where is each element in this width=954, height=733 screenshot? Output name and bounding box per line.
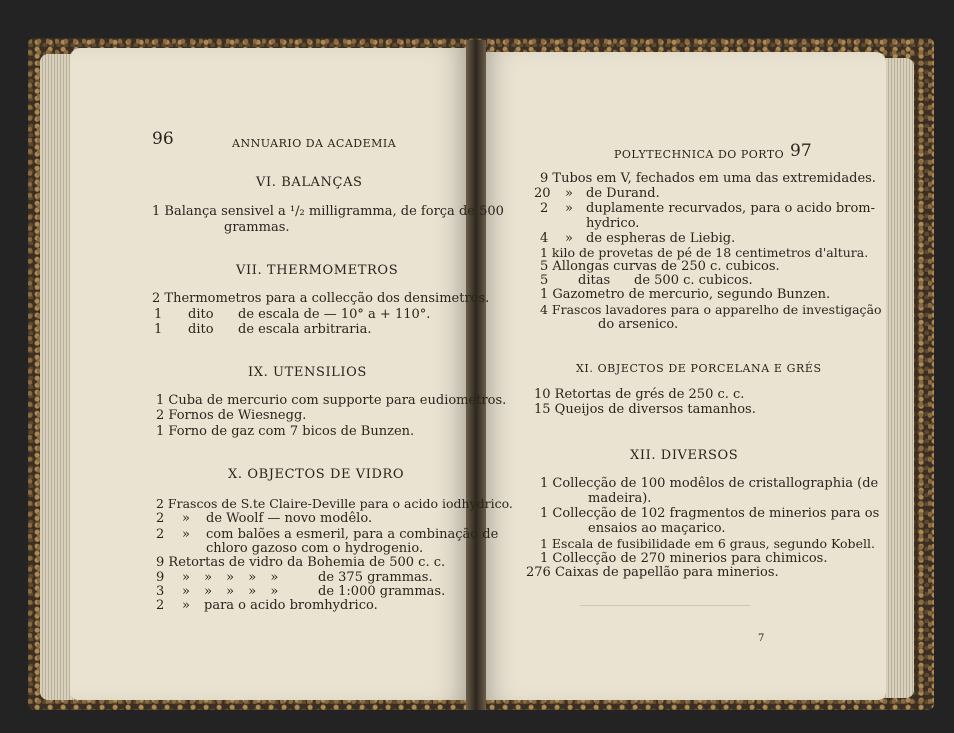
text-line: ensaios ao maçarico.	[588, 521, 726, 536]
text-line: de 500 c. cubicos.	[634, 273, 753, 288]
page-number: 96	[152, 129, 174, 149]
ditto-mark: »	[182, 511, 190, 526]
text-line: 5	[540, 273, 549, 288]
text-line: 9 Tubos em V, fechados em uma das extremidades.	[540, 171, 876, 186]
text-line: 2	[540, 201, 549, 216]
ditto-mark: »	[565, 201, 573, 216]
text-line: de escala de — 10° a + 110°.	[238, 307, 431, 322]
text-line: 1	[154, 307, 163, 322]
text-line: 1 Cuba de mercurio com supporte para eudiometros.	[156, 393, 507, 408]
text-line: 4	[540, 231, 549, 246]
text-line: dito	[188, 322, 214, 337]
running-head: ANNUARIO DA ACADEMIA	[232, 137, 397, 150]
text-line: 5 Allongas curvas de 250 c. cubicos.	[540, 259, 780, 274]
ditto-mark: » » » » »	[182, 584, 279, 599]
left-page-edges	[40, 54, 74, 700]
text-line: 1 Forno de gaz com 7 bicos de Bunzen.	[156, 424, 415, 439]
text-line: 20	[534, 186, 551, 201]
section-heading: X. OBJECTOS DE VIDRO	[228, 467, 405, 482]
text-line: 1 Balança sensivel a ¹/₂ milligramma, de força de 500	[152, 204, 504, 219]
text-line: dito	[188, 307, 214, 322]
section-heading: VI. BALANÇAS	[256, 175, 363, 190]
page-number: 97	[790, 141, 812, 161]
section-heading: IX. UTENSILIOS	[248, 365, 367, 380]
book-gutter	[466, 40, 486, 710]
text-line: de Durand.	[586, 186, 660, 201]
text-line: 276 Caixas de papellão para minerios.	[526, 565, 779, 580]
text-line: 1	[154, 322, 163, 337]
text-line: 2 Fornos de Wiesnegg.	[156, 408, 307, 423]
text-line: 9	[156, 570, 165, 585]
text-line: 2 Thermometros para a collecção dos densimetros.	[152, 291, 490, 306]
text-line: 2	[156, 527, 165, 542]
text-line: 1 Collecção de 270 minerios para chimicos.	[540, 551, 828, 566]
running-head: POLYTECHNICA DO PORTO	[614, 148, 785, 161]
text-line: 2 Frascos de S.te Claire-Deville para o acido iodhydrico.	[156, 496, 513, 511]
text-line: de 1:000 grammas.	[318, 584, 446, 599]
text-line: 3	[156, 584, 165, 599]
text-line: 1 kilo de provetas de pé de 18 centimetros d'altura.	[540, 245, 869, 260]
text-line: 9 Retortas de vidro da Bohemia de 500 c. c.	[156, 555, 446, 570]
section-heading: VII. THERMOMETROS	[236, 263, 399, 278]
text-line: 15 Queijos de diversos tamanhos.	[534, 402, 756, 417]
ditto-mark: »	[565, 231, 573, 246]
text-line: com balões a esmeril, para a combinação de	[206, 527, 499, 542]
text-line: 2	[156, 511, 165, 526]
faint-rule	[580, 605, 750, 606]
text-line: de espheras de Liebig.	[586, 231, 736, 246]
text-line: do arsenico.	[598, 317, 679, 332]
ditto-mark: » » » » »	[182, 570, 279, 585]
ditto-mark: »	[182, 527, 190, 542]
text-line: ditas	[578, 273, 611, 288]
ditto-mark: »	[182, 598, 190, 613]
section-heading: XI. OBJECTOS DE PORCELANA E GRÉS	[576, 362, 822, 375]
text-line: 1 Escala de fusibilidade em 6 graus, segundo Kobell.	[540, 536, 875, 551]
text-line: 4 Frascos lavadores para o apparelho de investigação	[540, 302, 882, 317]
text-line: 1 Collecção de 100 modêlos de cristallographia (de	[540, 476, 879, 491]
text-line: hydrico.	[586, 216, 640, 231]
text-line: de 375 grammas.	[318, 570, 433, 585]
signature-mark: 7	[758, 633, 765, 644]
text-line: de escala arbitraria.	[238, 322, 372, 337]
text-line: grammas.	[224, 220, 290, 235]
section-heading: XII. DIVERSOS	[630, 448, 739, 463]
text-line: 1 Collecção de 102 fragmentos de minerios para os	[540, 506, 880, 521]
text-line: 1 Gazometro de mercurio, segundo Bunzen.	[540, 287, 831, 302]
text-line: 10 Retortas de grés de 250 c. c.	[534, 387, 745, 402]
text-line: madeira).	[588, 491, 652, 506]
text-line: duplamente recurvados, para o acido brom-	[586, 201, 876, 216]
text-line: 2	[156, 598, 165, 613]
text-line: para o acido bromhydrico.	[204, 598, 378, 613]
text-line: chloro gazoso com o hydrogenio.	[206, 541, 424, 556]
ditto-mark: »	[565, 186, 573, 201]
text-line: de Woolf — novo modêlo.	[206, 511, 373, 526]
